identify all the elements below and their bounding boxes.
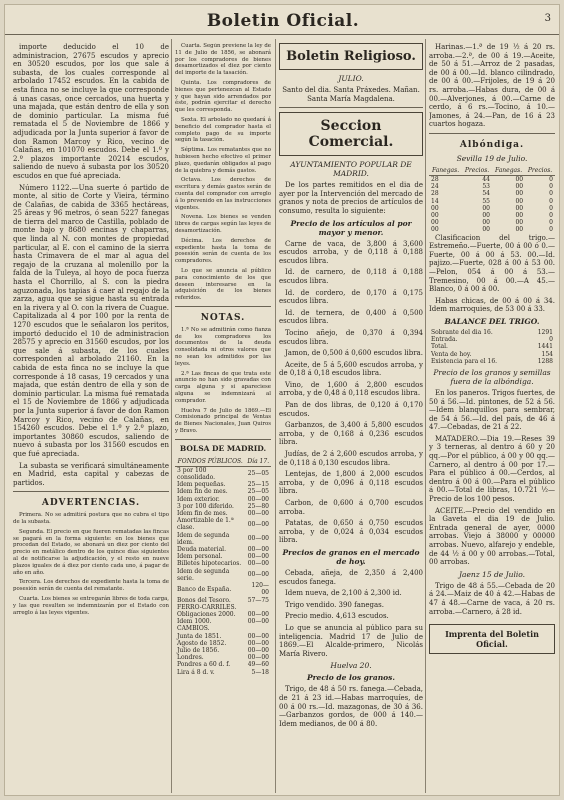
bolsa-row-cell: Deuda material. bbox=[177, 546, 226, 554]
paragraph: Décima. Los derechos de expediente hasta la toma de posesión serán de cuenta de los compradores. bbox=[175, 237, 271, 265]
albondiga-row-cell: 00 bbox=[431, 226, 439, 234]
bolsa-row-cell: 00—00 bbox=[247, 654, 269, 662]
comercial-title: Seccion Comercial. bbox=[279, 112, 423, 156]
balance-row-cell: Venta de hoy. bbox=[431, 350, 472, 358]
column-1 bbox=[13, 43, 169, 793]
advert-item: Cuarta. Los bienes se entregarán libres de toda carga, y las que resulten se indemnizarán por el Estado con arreglo á las leyes vigentes. bbox=[13, 596, 169, 616]
albondiga-row bbox=[429, 219, 555, 226]
bolsa-row bbox=[175, 488, 271, 495]
bolsa-row-cell: Idem pequeñas. bbox=[177, 481, 226, 489]
albondiga-col-header: Precios. bbox=[525, 166, 555, 176]
paragraph: Séptima. Los rematantes que no hubiesen hecho efectivo el primer plazo, quedarán obligados al pago de la quiebra y demás gastos. bbox=[175, 147, 271, 174]
column-rule bbox=[171, 39, 172, 793]
nota-item: 2.ª Las fincas de que trata este anuncio no han sido gravadas con carga alguna y si apareciese alguna se indemnizará al comprador. bbox=[175, 370, 271, 404]
precio-item: Id. de cordero, de 0,170 á 0,175 escudos libra. bbox=[279, 288, 423, 306]
bolsa-row bbox=[175, 517, 271, 531]
albondiga-row bbox=[429, 190, 555, 197]
albondiga-row-cell: 00 bbox=[515, 226, 524, 234]
albondiga-row-cell: 00 bbox=[515, 175, 524, 183]
albondiga-row-cell: 00 bbox=[515, 204, 524, 212]
divider bbox=[175, 306, 271, 307]
bolsa-row-cell: FERRO-CARRILES. bbox=[177, 603, 237, 611]
albondiga-row-cell: 0 bbox=[549, 226, 553, 234]
albondiga-table bbox=[429, 166, 555, 234]
albondiga-row-cell: 0 bbox=[549, 197, 553, 205]
precio-granos-heading: Precio de los granos. bbox=[306, 673, 396, 683]
page-number: 3 bbox=[544, 13, 551, 24]
bolsa-row bbox=[175, 654, 271, 661]
balance-row bbox=[429, 343, 555, 350]
bolsa-row-cell: CAMBIOS. bbox=[177, 625, 210, 633]
precio-item: Patatas, de 0,650 á 0,750 escudos arroba, y de 0,024 á 0,034 escudos libra. bbox=[279, 519, 423, 545]
bolsa-row-cell: Idem personal. bbox=[177, 553, 223, 561]
bolsa-row bbox=[175, 546, 271, 553]
albondiga-date: Sevilla 19 de Julio. bbox=[456, 153, 528, 163]
advert-item: Segunda. El precio en que fueren rematadas las fincas se pagará en la forma siguiente: en los bienes que procedan del Estado, se abonará un diez por ciento del precio en metálico dentro de los quince días siguientes al de notificarse la adjudicación, y el resto en nueve plazos iguales de á diez por ciento cada uno, á pagar de año en año. bbox=[13, 528, 169, 576]
column-rule bbox=[275, 39, 276, 793]
paragraph: Número 1122.—Una suerte ó partido de monte, al sitio de Corte y Vieira, término de Calañas, de cabida de 3365 hectáreas, 25 áreas y 96 metros, ó sean 5227 fanegas de tierra del marco de Castilla, poblado de monte bajo y 8680 encinas y chaparras, que linda al N. con montes de propiedad particular, al E. con el camino de la sierra hasta Crimavera de el mar al agua del regajo de la cruzana al molenillo por la falda de la Tuleya, al hoyo de poca fuerza hasta el Chorrillo, al S. con la piedra aguzonada, los tapias á caer al regajo de la zarza, agua que se sigue hasta su entrada en la rivera y al O. con la rivera de Cuague. Capitalizada al 4 por 100 por la renta de 1270 escudos que le señalaron los peritos, importó deducido el 10 de administracion 28575 y aprecio en 31560 escudos, por los que sale á subasta, de los cuales corresponden al arbolado 21160. En la cabida de esta finca no se incluye la que corresponde á 18 casas, 19 cercados y una majada, que están dentro de ella y son de dominio particular. La misma fué rematada el 15 de Noviembre de 1866 y adjudicada por la Junta superior á favor de don Ramon Marcoy y Rico, vecino de Calañas, en 154260 escudos. Debe el 1.º y 2.º plazo, importantes 30860 escudos, saliendo de nuevo á subasta por los 31560 escudos en que fué apreciada. bbox=[13, 183, 169, 458]
albondiga-row bbox=[429, 183, 555, 190]
granos-item: Lo que se anuncia al público para su inteligencia. Madrid 17 de Julio de 1869.—El Alcalde-primero, Nicolás María Rivero. bbox=[279, 623, 423, 658]
balance-row-cell: 1291 bbox=[537, 328, 553, 336]
balance-row-cell: 1288 bbox=[537, 357, 553, 365]
bolsa-row-cell: 3 por 100 diferido. bbox=[177, 502, 234, 510]
bolsa-row-cell: 25—15 bbox=[247, 481, 269, 489]
albondiga-row-cell: 00 bbox=[431, 219, 439, 227]
jaen-text: Trigo de 48 á 55.—Cebada de 20 á 24.—Maiz de 40 á 42.—Habas de 47 á 48.—Carne de vaca, á 20 rs. arroba.—Carnero, á 28 id. bbox=[429, 581, 555, 616]
albondiga-row-cell: 00 bbox=[482, 211, 490, 219]
albondiga-row-cell: 00 bbox=[515, 211, 524, 219]
bolsa-row-cell: Agosto de 1852. bbox=[177, 639, 227, 647]
bolsa-row bbox=[175, 604, 271, 611]
saints-text: Santo del dia. Santa Práxedes. Mañan. Santa María Magdalena. bbox=[282, 86, 420, 103]
albondiga-row-cell: 14 bbox=[431, 197, 439, 205]
religioso-title: Boletin Religioso. bbox=[279, 43, 423, 70]
precio-item: Carbon, de 0,600 á 0,700 escudos arroba. bbox=[279, 499, 423, 516]
precio-item: Judías, de 2 á 2,600 escudos arroba, y de 0,118 á 0,130 escudos libra. bbox=[279, 450, 423, 467]
advertencias-heading: ADVERTENCIAS. bbox=[41, 498, 141, 509]
bolsa-row-cell: 00—00 bbox=[247, 618, 269, 626]
bolsa-row bbox=[175, 633, 271, 640]
albondiga-row-cell: 00 bbox=[482, 204, 490, 212]
balance-table bbox=[429, 329, 555, 365]
bolsa-row-cell: Idem exterior. bbox=[177, 495, 220, 503]
bolsa-row bbox=[175, 560, 271, 567]
albondiga-row-cell: 44 bbox=[482, 175, 490, 183]
bolsa-row-cell: 00—00 bbox=[247, 610, 269, 618]
granos-item: Cebada, añeja, de 2,350 á 2,400 escudos fanega. bbox=[279, 568, 423, 586]
jaen-date: Jaenz 15 de Julio. bbox=[458, 569, 526, 579]
albondiga-row-cell: 0 bbox=[549, 211, 553, 219]
bolsa-row-cell: 00—00 bbox=[247, 646, 269, 654]
paragraph: importe deducido el 10 de administracion, 27675 escudos y aprecio en 30520 escudos, por los que sale á subasta, de los cuales corresponde al arbolado 17452 escudos. En la cabida de esta finca no se incluye la que corresponde á unas casas, once cercados, una huerta y una majada, que están dentro de ella y son de dominio particular. La misma fué rematada el 5 de Noviembre de 1866 y adjudicada por la Junta superior á favor de don Ramon Marcoy y Rico, vecino de Calañas, en 101070 escudos. Debe el 1.º y 2.º plazos importante 20214 escudos, saliendo de nuevo á subasta por los 30520 escudos en que fué apreciada. bbox=[13, 43, 169, 180]
bolsa-row-cell: 3 por 100 consolidado. bbox=[177, 466, 216, 482]
bolsa-row-cell: 00—00 bbox=[247, 495, 269, 503]
page-title: Boletin Oficial. bbox=[206, 11, 360, 31]
precios-list bbox=[279, 240, 423, 545]
bolsa-row bbox=[175, 503, 271, 510]
precio-granos-text: Trigo, de 48 á 50 rs. fanega.—Cebada, de 21 á 23 id.—Habas marroquíes, de 00 á 00 rs.—Id. mazagonas, de 30 á 36.—Garbanzos gordos, de 000 á 140.—Idem medianos, de 00 á 80. bbox=[279, 685, 423, 728]
balance-row bbox=[429, 336, 555, 343]
precio-item: Id. de ternera, de 0,400 á 0,500 escudos libra. bbox=[279, 308, 423, 326]
paragraph: Lo que se anuncia al público para conocimiento de los que deseen interesarse en la adquisición de los bienes referidos. bbox=[175, 267, 271, 302]
bolsa-row-cell: Pondres a 60 d. f. bbox=[177, 661, 231, 669]
bolsa-row-cell: 5—18 bbox=[251, 668, 269, 676]
albondiga-row-cell: 00 bbox=[515, 197, 524, 205]
precio-item: Pan de dos libras, de 0,120 á 0,170 escudos. bbox=[279, 401, 423, 418]
precio-item: Aceite, de 5 á 5,600 escudos arroba, y de 0,18 á 0,18 escudos libra. bbox=[279, 360, 423, 378]
bolsa-row-cell: Idem de segunda idem. bbox=[177, 531, 230, 546]
albondiga-row-cell: 00 bbox=[482, 226, 490, 234]
bolsa-row bbox=[175, 618, 271, 625]
imprenta-footer: Imprenta del Boletin Oficial. bbox=[429, 624, 555, 654]
albondiga-row bbox=[429, 212, 555, 219]
aceite-text: ACEITE.—Precio del vendido en la Gaveta el dia 19 de Julio. Entrada general de ayer, 0000 arrobas. Viejo á 38000 y 00000 arrobas. Nuevo, alfarejo y endeble, de 44 ½ á 00 y 00 arrobas.—Total, 00 arrobas. bbox=[429, 506, 555, 567]
paragraph: Cuarta. Según previene la ley de 11 de Julio de 1856, se abonará por los compradores de bienes desamortizados el diez por ciento del importe de la tasación. bbox=[175, 43, 271, 77]
paragraph: Sexta. El arbolado no quedará á beneficio del comprador hasta el completo pago de su importe según la tasación. bbox=[175, 116, 271, 144]
bolsa-row bbox=[175, 553, 271, 560]
bolsa-row-cell: Idem fin de mes. bbox=[177, 510, 228, 518]
bolsa-row bbox=[175, 466, 271, 481]
nota-item: 1.ª No se admitirán como fianza de los compradores los documentos de la deuda consolidada ni otros valores que no sean los admitidos por las leyes. bbox=[175, 326, 271, 367]
bolsa-row bbox=[175, 582, 271, 596]
bolsa-row-cell: 25—80 bbox=[247, 502, 269, 510]
balance-row-cell: 1441 bbox=[537, 343, 553, 351]
intro-text: De los partes remitidos en el dia de ayer por la Intervención del mercado de granos y nota de precios de artículos de consumo, resulta lo siguiente: bbox=[279, 181, 423, 215]
bolsa-row-cell: 57—75 bbox=[247, 596, 269, 604]
bolsa-row-cell: 00—00 bbox=[247, 571, 269, 579]
bolsa-row bbox=[175, 496, 271, 503]
bolsa-row-cell: Idem 1000. bbox=[177, 618, 212, 626]
bolsa-row-cell: Idem de segunda serie. bbox=[177, 567, 230, 582]
balance-row bbox=[429, 329, 555, 336]
bolsa-row-cell bbox=[245, 625, 271, 632]
paragraph: Novena. Los bienes se venden libres de cargas según las leyes de desamortización. bbox=[175, 214, 271, 234]
bolsa-row-cell: Idem fin de mes. bbox=[177, 488, 228, 496]
column-rule bbox=[425, 39, 426, 793]
paragraph: Harinas.—1.ª de 19 ½ á 20 rs. arroba.—2.ª, de 00 á 19.—Aceite, de 50 á 51.—Arroz de 2 pasadas, de 00 á 00.—Id. blanco cilindrado, de 00 á 00.—Frijoles, de 19 á 20 rs. arroba.—Habas dura, de 00 á 00.—Alverjones, á 00.—Carne de cerdo, á 6 rs.—Tocino, á 10.—Jamones, á 24.—Pan, de 16 á 23 cuartos hogaza. bbox=[429, 43, 555, 129]
column-2 bbox=[175, 43, 271, 793]
granos-item: Trigo vendido. 390 fanegas. bbox=[285, 600, 384, 609]
bolsa-col-header: FONDOS PÚBLICOS. bbox=[175, 457, 245, 467]
precio-item: Vino, de 1,600 á 2,800 escudos arroba, y de 0,48 á 0,118 escudos libra. bbox=[279, 380, 423, 398]
albondiga-row-cell: 00 bbox=[515, 190, 524, 198]
albondiga-row-cell: 0 bbox=[549, 190, 553, 198]
precio-item: Tocino añejo, de 0,370 á 0,394 escudos libra. bbox=[279, 328, 423, 346]
bolsa-row-cell: Bonos del Tesoro. bbox=[177, 596, 231, 604]
albondiga-row bbox=[429, 226, 555, 233]
precios-heading: Precio de los artículos al por mayor y menor. bbox=[290, 218, 412, 237]
balance-row bbox=[429, 358, 555, 365]
bolsa-row-cell: 00—00 bbox=[247, 510, 269, 518]
matadero-text: MATADERO.—Dia 19.—Reses 39 y 3 terneras, al dentro á 60 y 20 qq.—Por el público, á 00 y 00 qq.—Carnero, al dentro á 00 por 17.—Para el público á 00.—Cerdos, al dentro á 00 á 00.—Para el público á 00.—Total de libras, 10.721 ½—Precio de los 100 pesos. bbox=[429, 434, 555, 504]
divider bbox=[175, 439, 271, 440]
bolsa-row-cell: 00—00 bbox=[247, 535, 269, 543]
bolsa-table bbox=[175, 457, 271, 676]
habas-text: Habas chicas, de 00 á 00 á 34. Idem marroquies, de 53 00 á 33. bbox=[429, 296, 555, 314]
bolsa-row bbox=[175, 510, 271, 517]
precio-item: Garbanzos, de 3,400 á 5,800 escudos arroba, y de 0,168 á 0,236 escudos libra. bbox=[279, 421, 423, 447]
albondiga-row-cell: 28 bbox=[431, 175, 439, 183]
precio-item: Jamon, de 0,500 á 0,600 escudos libra. bbox=[285, 349, 423, 358]
bolsa-heading: BOLSA DE MADRID. bbox=[179, 443, 267, 453]
albondiga-col-header: Fanegas. bbox=[429, 166, 462, 176]
bolsa-row-cell: Amortizable de 1.ª clase. bbox=[177, 517, 234, 532]
notas-list bbox=[175, 327, 271, 435]
notas-heading: NOTAS. bbox=[200, 312, 246, 323]
divider bbox=[279, 107, 423, 108]
albondiga-row bbox=[429, 175, 555, 183]
column-4 bbox=[429, 43, 555, 793]
bolsa-row bbox=[175, 640, 271, 647]
precio-item: Carne de vaca, de 3,800 á 3,600 escudos arroba, y de 0,118 á 0,188 escudos libra. bbox=[279, 239, 423, 265]
albondiga-col-header: Fanegas. bbox=[492, 166, 525, 176]
albondiga-row-cell: 0 bbox=[549, 204, 553, 212]
bolsa-row-cell: 00—00 bbox=[247, 553, 269, 561]
albondiga-heading: Albóndiga. bbox=[459, 139, 525, 150]
bolsa-row bbox=[175, 669, 271, 676]
bolsa-row-cell: Banco de España. bbox=[177, 585, 232, 593]
bolsa-row-cell: 25—05 bbox=[247, 470, 269, 478]
divider bbox=[429, 133, 555, 134]
nota-item: Huelva 7 de Julio de 1869.—El Comisionado principal de Ventas de Bienes Nacionales, Juan Quiros y Bravo. bbox=[175, 407, 271, 435]
bolsa-row-cell: Londres. bbox=[177, 654, 204, 662]
albondiga-row-cell: 55 bbox=[482, 197, 490, 205]
newspaper-page bbox=[4, 4, 560, 796]
albondiga-row-cell: 24 bbox=[431, 183, 439, 191]
semillas-heading: Precio de los granos y semillas fuera de la albóndiga. bbox=[433, 367, 551, 386]
bolsa-row bbox=[175, 597, 271, 604]
albondiga-row bbox=[429, 205, 555, 212]
balance-row-cell: Total. bbox=[431, 343, 448, 351]
balance-row-cell: 0 bbox=[549, 336, 553, 344]
bolsa-row-cell: 00—00 bbox=[247, 639, 269, 647]
bolsa-row-cell: 49—60 bbox=[247, 661, 269, 669]
precio-item: Id. de carnero, de 0,118 á 0,188 escudos libra. bbox=[279, 268, 423, 285]
bolsa-row-cell: Julio de 1856. bbox=[177, 646, 220, 654]
albondiga-row-cell: 00 bbox=[431, 204, 439, 212]
column-3 bbox=[279, 43, 423, 793]
bolsa-row bbox=[175, 647, 271, 654]
albondiga-row-cell: 0 bbox=[549, 183, 553, 191]
albondiga-row bbox=[429, 198, 555, 205]
bolsa-row-cell: Junta de 1851. bbox=[177, 632, 222, 640]
albondiga-row-cell: 00 bbox=[515, 219, 524, 227]
precio-item: Lentejas, de 1,800 á 2,000 escudos arroba, y de 0,096 á 0,118 escudos libra. bbox=[279, 470, 423, 496]
granos-item: Precio medio. 4,613 escudos. bbox=[285, 612, 389, 621]
albondiga-row-cell: 53 bbox=[482, 183, 490, 191]
albondiga-row-cell: 00 bbox=[515, 183, 524, 191]
bolsa-row-cell: Obligaciones 2000. bbox=[177, 610, 236, 618]
divider bbox=[13, 491, 169, 492]
balance-row-cell: 154 bbox=[541, 350, 553, 358]
bolsa-row bbox=[175, 532, 271, 546]
albondiga-row-cell: 00 bbox=[482, 219, 490, 227]
bolsa-row-cell: Billetes hipotecarios. bbox=[177, 560, 242, 568]
advert-item: Primera. No se admitirá postura que no cubra el tipo de la subasta. bbox=[13, 512, 169, 526]
bolsa-row bbox=[175, 611, 271, 618]
bolsa-row bbox=[175, 625, 271, 632]
bolsa-row-cell: 00—00 bbox=[247, 560, 269, 568]
advert-item: Tercera. Los derechos de expediente hasta la toma de posesión serán de cuenta del rematante. bbox=[13, 579, 169, 593]
month-label: JULIO. bbox=[338, 74, 364, 83]
advertencias-list bbox=[13, 512, 169, 616]
huelva-date: Huelva 20. bbox=[330, 661, 372, 671]
bolsa-row-cell: 00—00 bbox=[247, 520, 269, 528]
bolsa-row-cell: 00—00 bbox=[247, 632, 269, 640]
albondiga-row-cell: 28 bbox=[431, 190, 439, 198]
bolsa-row-cell: 00—00 bbox=[247, 546, 269, 554]
balance-row-cell: Sobrante del dia 16. bbox=[431, 328, 493, 336]
balance-row-cell: Entrada. bbox=[431, 336, 458, 344]
albondiga-row-cell: 00 bbox=[431, 211, 439, 219]
granos-heading: Precios de granos en el mercado de hoy. bbox=[282, 547, 420, 566]
albondiga-row-cell: 0 bbox=[549, 219, 553, 227]
bolsa-row-cell: 25—05 bbox=[247, 488, 269, 496]
balance-row bbox=[429, 351, 555, 358]
albondiga-row-cell: 0 bbox=[549, 175, 553, 183]
bolsa-row bbox=[175, 481, 271, 488]
forasteros-text: En los paneros. Trigos fuertes, de 50 á 56.—Id. pintones, de 52 á 56.—Idem blanquillos para sembrar, de 54 á 56.—Id. del país, de 46 á 47.—Cebadas, de 21 á 22. bbox=[429, 388, 555, 432]
page-header bbox=[5, 5, 560, 35]
balance-heading: BALANCE DEL TRIGO. bbox=[444, 316, 540, 326]
paragraph: Quinta. Los compradores de bienes que pertenezcan al Estado y que hayan sido arrendados por éste, podrán ejercitar el derecho que les corresponda. bbox=[175, 79, 271, 114]
paragraph: La subasta se verificará simultáneamente en Madrid, esta capital y cabezas de partidos. bbox=[13, 461, 169, 487]
bolsa-row bbox=[175, 568, 271, 582]
clasificacion-text: Clasificacion del trigo.—Estremeño.—Fuerte, 00 á 00 ó 0.—Fuerte, 00 á 00 á 53. 00.—Id. pajizo.—Fuerte, 028 á 00 á 53 00.—Pelon, 054 á 00 á 53.—Tremesino, 00 á 00.—A 45.—Blanco, 0 á 00 á 00. bbox=[429, 233, 555, 294]
bolsa-col-header: Día 17. bbox=[247, 457, 270, 465]
bolsa-row-cell: Lira á 8 d. v. bbox=[177, 668, 215, 676]
ayuntamiento-heading: AYUNTAMIENTO POPULAR DE MADRID. bbox=[290, 160, 412, 179]
bolsa-row bbox=[175, 661, 271, 668]
albondiga-row-cell: 54 bbox=[482, 190, 490, 198]
albondiga-col-header: Precios. bbox=[462, 166, 492, 176]
paragraph: Octava. Los derechos de escritura y demás gastos serán de cuenta del comprador con arreglo á lo prevenido en las instrucciones vigentes. bbox=[175, 177, 271, 211]
balance-row-cell: Existencia para el 16. bbox=[431, 357, 498, 365]
granos-item: Idem nueva, de 2,100 á 2,300 id. bbox=[285, 589, 402, 598]
bolsa-row-cell: 120—00 bbox=[251, 582, 269, 597]
bolsa-row-cell bbox=[245, 604, 271, 611]
granos-list bbox=[279, 569, 423, 658]
conditions-list bbox=[175, 43, 271, 302]
